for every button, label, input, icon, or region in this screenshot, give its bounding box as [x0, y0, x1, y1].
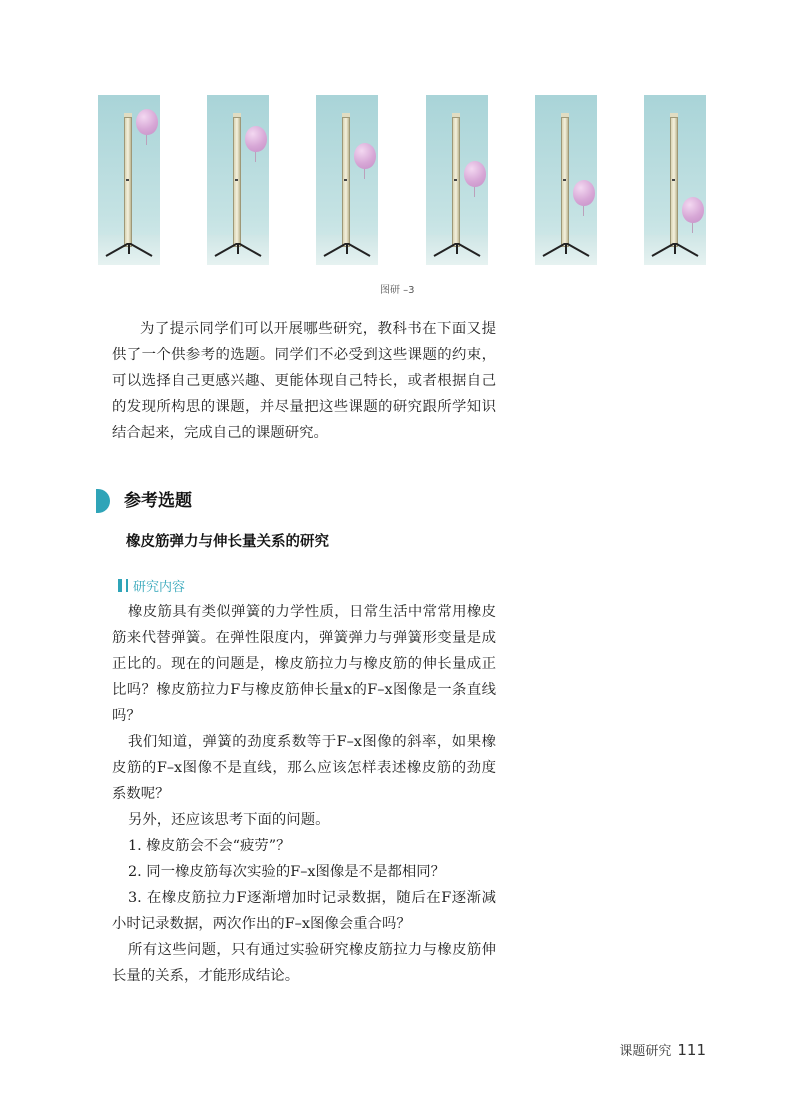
- label-bar-icon: [126, 579, 128, 592]
- measuring-pole: [670, 117, 678, 247]
- section-marker-icon: [96, 489, 110, 513]
- balloon: [354, 143, 376, 169]
- question-item: 3. 在橡皮筋拉力F逐渐增加时记录数据，随后在F逐渐减小时记录数据，两次作出的F–x图像会重合吗？: [112, 890, 496, 932]
- tripod-stand-icon: [104, 243, 154, 257]
- topic-title: 橡皮筋弹力与伸长量关系的研究: [126, 534, 329, 550]
- measuring-pole: [561, 117, 569, 247]
- figure-caption: 图研 –3: [380, 285, 415, 296]
- balloon-photo-sequence: [98, 95, 706, 265]
- balloon-string: [583, 206, 584, 216]
- balloon-string: [146, 135, 147, 145]
- pole-marker: [672, 179, 675, 181]
- pole-marker: [126, 179, 129, 181]
- pole-marker: [454, 179, 457, 181]
- photo-panel: [98, 95, 160, 265]
- photo-panel: [426, 95, 488, 265]
- conclusion-paragraph: 所有这些问题，只有通过实验研究橡皮筋拉力与橡皮筋伸长量的关系，才能形成结论。: [112, 942, 496, 984]
- tripod-stand-icon: [213, 243, 263, 257]
- footer-section-name: 课题研究: [619, 1044, 672, 1059]
- photo-panel: [644, 95, 706, 265]
- label-bar-icon: [118, 579, 122, 592]
- measuring-pole: [452, 117, 460, 247]
- balloon: [464, 161, 486, 187]
- balloon-string: [474, 187, 475, 197]
- tripod-stand-icon: [650, 243, 700, 257]
- measuring-pole: [233, 117, 241, 247]
- body-paragraph: 橡皮筋具有类似弹簧的力学性质，日常生活中常常用橡皮筋来代替弹簧。在弹性限度内，弹簧弹力与弹簧形变量是成正比的。现在的问题是，橡皮筋拉力与橡皮筋的伸长量成正比吗？橡皮筋拉力F与橡皮筋伸长量x的F–x图像是一条直线吗？: [112, 604, 496, 724]
- question-item: 2. 同一橡皮筋每次实验的F–x图像是不是都相同？: [128, 864, 446, 880]
- photo-panel: [535, 95, 597, 265]
- tripod-stand-icon: [432, 243, 482, 257]
- question-item: 1. 橡皮筋会不会“疲劳”？: [128, 838, 291, 854]
- balloon-string: [364, 169, 365, 179]
- research-content: [112, 599, 496, 989]
- balloon-string: [255, 152, 256, 162]
- body-paragraph: 我们知道，弹簧的劲度系数等于F–x图像的斜率，如果橡皮筋的F–x图像不是直线，那么应该怎样表述橡皮筋的劲度系数呢？: [112, 734, 496, 802]
- balloon-string: [692, 223, 693, 233]
- measuring-pole: [342, 117, 350, 247]
- intro-paragraph: 为了提示同学们可以开展哪些研究，教科书在下面又提供了一个供参考的选题。同学们不必受到这些课题的约束，可以选择自己更感兴趣、更能体现自己特长，或者根据自己的发现所构思的课题，并尽量把这些课题的研究跟所学知识结合起来，完成自己的课题研究。: [112, 321, 496, 441]
- content-label: [118, 578, 185, 598]
- photo-panel: [207, 95, 269, 265]
- content-label-text: 研究内容: [133, 580, 186, 595]
- page-number: 111: [677, 1041, 706, 1059]
- pole-marker: [563, 179, 566, 181]
- balloon: [573, 180, 595, 206]
- measuring-pole: [124, 117, 132, 247]
- balloon: [682, 197, 704, 223]
- tripod-stand-icon: [322, 243, 372, 257]
- body-paragraph: 另外，还应该思考下面的问题。: [128, 812, 330, 828]
- photo-panel: [316, 95, 378, 265]
- pole-marker: [235, 179, 238, 181]
- section-title: 参考选题: [124, 491, 192, 511]
- pole-marker: [344, 179, 347, 181]
- page-footer: [619, 1040, 706, 1059]
- tripod-stand-icon: [541, 243, 591, 257]
- balloon: [245, 126, 267, 152]
- balloon: [136, 109, 158, 135]
